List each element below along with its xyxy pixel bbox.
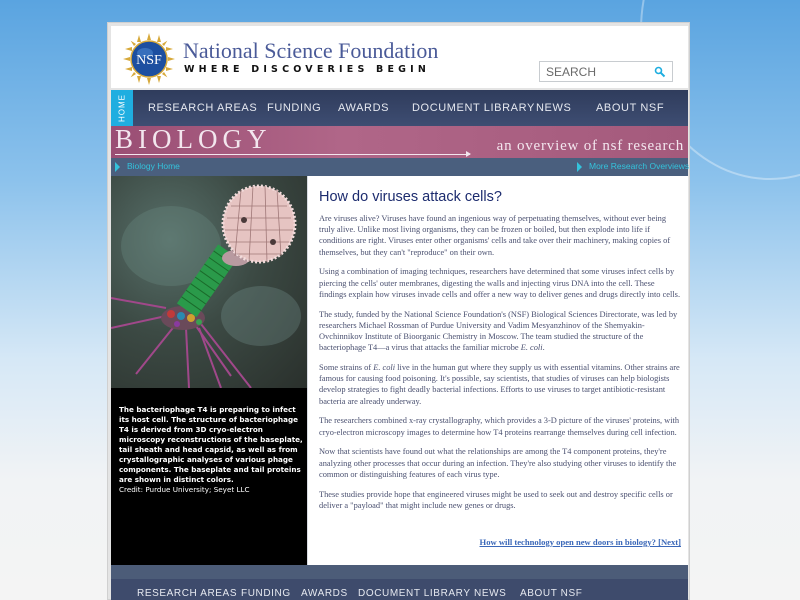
article-body — [319, 213, 683, 520]
paragraph: Using a combination of imaging techniques, researchers have determined that some viruses infect cells by piercing the cells' outer membranes, digesting the walls and injecting virus DNA into the cell. These findings explain how viruses invade cells and offer a new way to deliver genes and drugs directly into cells. — [319, 267, 681, 299]
nsf-logo[interactable] — [123, 33, 175, 85]
paragraph — [319, 309, 683, 354]
banner-rule — [115, 154, 470, 155]
nav-research-areas[interactable]: RESEARCH AREAS — [148, 102, 258, 114]
species-name: E. coli — [373, 363, 396, 373]
footer-document-library[interactable]: DOCUMENT LIBRARY — [358, 588, 471, 599]
section-banner — [111, 126, 688, 158]
paragraph: Are viruses alive? Viruses have found an ingenious way of perpetuating themselves, without ever being truly alive. Unlike most living organisms, they can be frozen or boiled, but then explode into life if conditions are right. Viruses enter other organisms' cells and take over their machinery, making copies of themselves, but they can't "reproduce" on their own. — [319, 214, 671, 257]
nav-awards[interactable]: AWARDS — [338, 102, 390, 114]
paragraph-text: The study, funded by the National Science Foundation's (NSF) Biological Sciences Directorate, was led by researchers Michael Rossman of Purdue University and Vadim Mesyanzhinov of the Shemyakin-Ovchinnikov Institute of Bioorganic Chemistry in Moscow. The team studied the structure of the bacteriophage T4—a virus that attacks the familiar microbe — [319, 309, 678, 353]
svg-text:NSF: NSF — [136, 53, 162, 68]
nav-document-library[interactable]: DOCUMENT LIBRARY — [412, 102, 535, 114]
more-overviews-link[interactable]: More Research Overviews — [589, 161, 690, 171]
footer-nav — [111, 579, 688, 600]
next-article-link[interactable]: How will technology open new doors in biology? [Next] — [479, 537, 681, 547]
paragraph-text: live in the human gut where they supply us with essential vitamins. Other strains are famous for causing food poisoning. It's possible, say scientists, that studies of viruses can help biologists develop strategies to fight deadly bacterial infections. Efforts to use viruses to target antibiotic-resistant bacteria are already underway. — [319, 363, 680, 406]
main-nav — [111, 90, 688, 126]
paragraph: These studies provide hope that engineered viruses might be used to seek out and destroy specific cells or deliver a "payload" that might include new genes or drugs. — [319, 489, 673, 510]
footer-band — [111, 565, 688, 579]
bacteriophage-image — [111, 176, 307, 388]
footer-about-nsf[interactable]: ABOUT NSF — [520, 588, 583, 599]
org-tagline: WHERE DISCOVERIES BEGIN — [184, 64, 431, 75]
footer-news[interactable]: NEWS — [474, 588, 507, 599]
article-title: How do viruses attack cells? — [319, 189, 502, 205]
play-arrow-icon — [115, 162, 120, 172]
bacteriophage-illustration — [111, 176, 307, 388]
footer-awards[interactable]: AWARDS — [301, 588, 348, 599]
search-box[interactable] — [539, 61, 673, 82]
nav-home-label: HOME — [117, 94, 127, 122]
paragraph-text: Some strains of — [319, 363, 374, 373]
paragraph-text: . — [542, 343, 545, 353]
photo-credit: Credit: Purdue University; Seyet LLC — [119, 485, 250, 494]
photo-caption — [119, 405, 303, 495]
footer-funding[interactable]: FUNDING — [241, 588, 291, 599]
banner-title: BIOLOGY — [115, 124, 272, 154]
paragraph: Now that scientists have found out what the relationships are among the T4 component proteins, they're analyzing other processes that occur during an infection. They're also studying other viruses to identify the common or distinguishing features of each virus type. — [319, 447, 677, 479]
species-name: E. coli — [520, 343, 543, 353]
nav-news[interactable]: NEWS — [536, 102, 572, 114]
biology-home-link[interactable]: Biology Home — [127, 161, 180, 171]
paragraph — [319, 362, 683, 407]
footer-research-areas[interactable]: RESEARCH AREAS — [137, 588, 238, 599]
caption-text: The bacteriophage T4 is preparing to infect its host cell. The structure of bacteriophage T4 is derived from 3D cryo-electron microscopy reconstructions of the baseplate, tail sheath and head capsid, as well as from crystallographic analyses of various phage components. The baseplate and tail proteins are shown in distinct colors. — [119, 405, 303, 484]
article-panel — [307, 176, 688, 565]
paragraph: The researchers combined x-ray crystallography, which provides a 3-D picture of the viruses' proteins, with cryo-electron microscopy images to determine how T4 proteins rearrange themselves during cell infection. — [319, 416, 680, 437]
nav-home-tab[interactable] — [111, 90, 133, 126]
nav-funding[interactable]: FUNDING — [267, 102, 322, 114]
arrow-right-icon — [466, 151, 471, 157]
magnifier-icon[interactable] — [654, 66, 666, 78]
search-input[interactable] — [546, 64, 646, 79]
site-header — [111, 26, 688, 88]
nav-about-nsf[interactable]: ABOUT NSF — [596, 102, 665, 114]
banner-subtitle: an overview of nsf research — [496, 138, 684, 154]
org-name: National Science Foundation — [183, 38, 439, 63]
sub-nav — [111, 158, 688, 176]
play-arrow-icon — [577, 162, 582, 172]
photo-column — [111, 176, 307, 565]
